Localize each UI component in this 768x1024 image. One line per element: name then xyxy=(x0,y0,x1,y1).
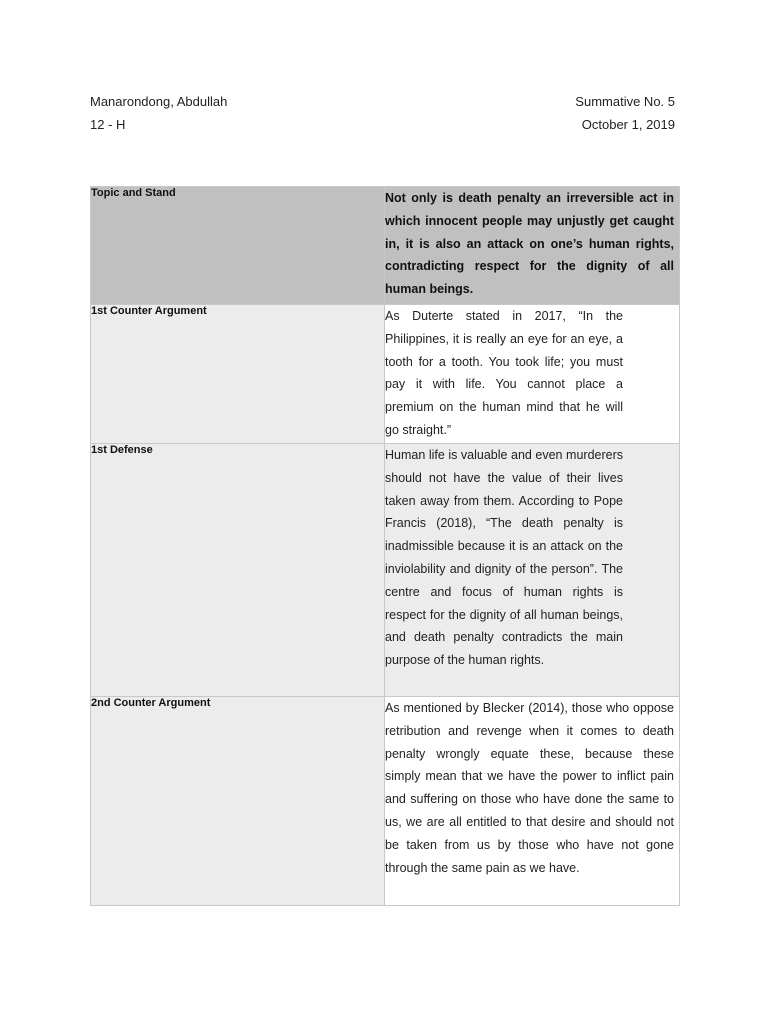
row-label: 1st Counter Argument xyxy=(91,305,385,444)
row-content xyxy=(385,305,680,444)
table-row xyxy=(91,187,680,305)
defense-1-text: Human life is valuable and even murderers should not have the value of their lives taken away from them. According to Pope Francis (2018), “The death penalty is inadmissible because it is an attack on the inviolability and dignity of the person”. The centre and focus of human rights is respect for the dignity of all human beings, and death penalty contradicts the main purpose of the human rights. xyxy=(385,448,623,668)
topic-stand-text: Not only is death penalty an irreversible act in which innocent people may unjustly get caught in, it is also an attack on one’s human rights, contradicting respect for the dignity of all human beings. xyxy=(385,191,674,297)
author-name: Manarondong, Abdullah xyxy=(90,94,228,109)
row-label: Topic and Stand xyxy=(91,187,385,305)
table-row xyxy=(91,697,680,906)
table-row xyxy=(91,444,680,697)
document-date: October 1, 2019 xyxy=(581,117,675,132)
document-info-block xyxy=(575,90,675,136)
row-label: 1st Defense xyxy=(91,444,385,697)
row-content xyxy=(385,697,680,906)
table-row xyxy=(91,305,680,444)
author-block xyxy=(90,90,227,136)
row-content xyxy=(385,444,680,697)
counter-argument-2-text: As mentioned by Blecker (2014), those who oppose retribution and revenge when it comes to death penalty wrongly equate these, because these simply mean that we have the power to inflict pain and suffering on those who have done the same to us, we are all entitled to that desire and should not be taken from us by those who have not gone through the same pain as we have. xyxy=(385,701,674,875)
row-content xyxy=(385,187,680,305)
argument-table xyxy=(90,186,680,906)
grade-section: 12 - H xyxy=(90,117,126,132)
document-title: Summative No. 5 xyxy=(575,94,675,109)
row-label: 2nd Counter Argument xyxy=(91,697,385,906)
counter-argument-1-text: As Duterte stated in 2017, “In the Philippines, it is really an eye for an eye, a tooth for a tooth. You took life; you must pay it with life. You cannot place a premium on the human mind that he will go straight.” xyxy=(385,309,623,437)
